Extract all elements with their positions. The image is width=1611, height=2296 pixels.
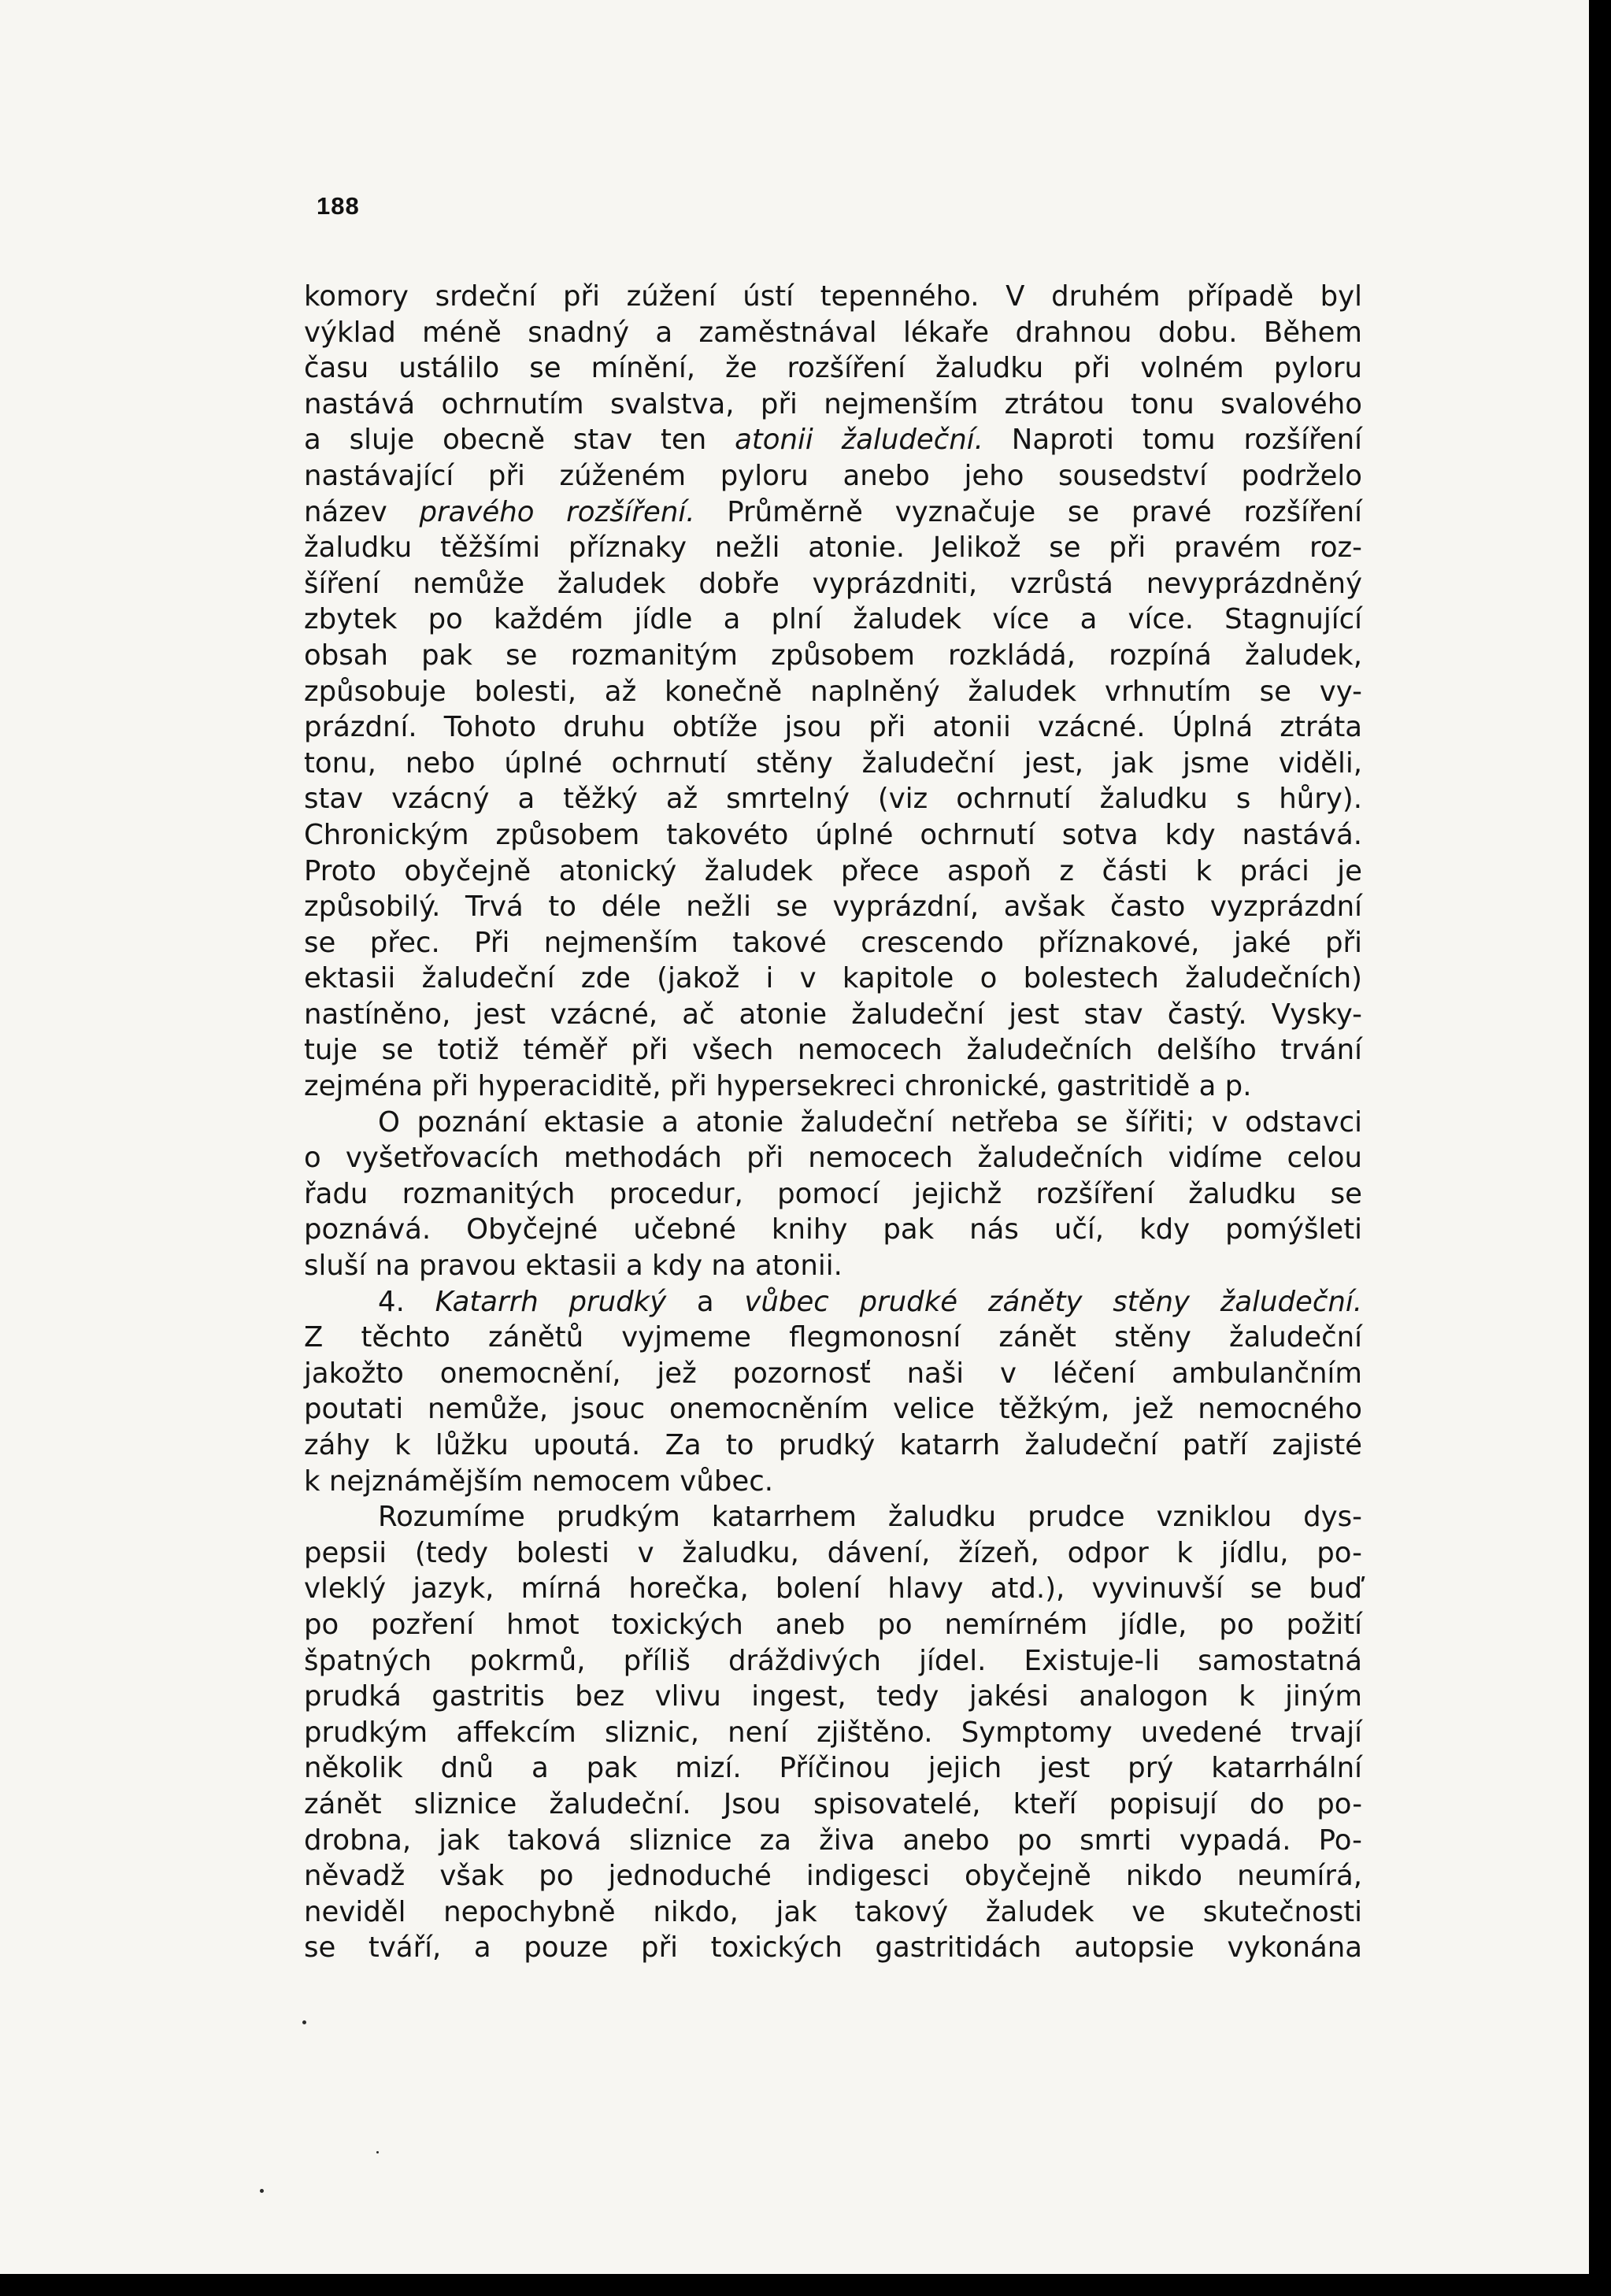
text-line: se tváří, a pouze při toxických gastritidách autopsie vykonána: [304, 1931, 1362, 1965]
text-line: drobna, jak taková sliznice za živa anebo po smrti vypadá. Po-: [304, 1824, 1362, 1857]
text-line: tonu, nebo úplné ochrnutí stěny žaludeční jest, jak jsme viděli,: [304, 746, 1362, 780]
text-line: žaludku těžšími příznaky nežli atonie. Jelikož se při pravém roz-: [304, 531, 1362, 565]
text-line: pepsii (tedy bolesti v žaludku, dávení, žízeň, odpor k jídlu, po-: [304, 1536, 1362, 1569]
page-number: 188: [317, 192, 360, 220]
text-line: vleklý jazyk, mírná horečka, bolení hlavy atd.), vyvinuvší se buď: [304, 1572, 1362, 1605]
text-segment: název: [304, 495, 420, 528]
section-heading-line: [304, 1284, 1362, 1320]
text-segment: a sluje obecně stav ten: [304, 424, 735, 457]
text-line: obsah pak se rozmanitým způsobem rozkládá, rozpíná žaludek,: [304, 639, 1362, 672]
section-heading-part: Katarrh prudký: [435, 1285, 667, 1318]
paragraph-3: [304, 1284, 1362, 1500]
text-segment: a: [666, 1285, 745, 1318]
text-line: nastíněno, jest vzácné, ač atonie žaludeční jest stav častý. Vysky-: [304, 998, 1362, 1031]
paragraph-1: [304, 279, 1362, 1105]
text-line: poutati nemůže, jsouc onemocněním velice těžkým, jež nemocného: [304, 1393, 1362, 1426]
text-line: o vyšetřovacích methodách při nemocech žaludečních vidíme celou: [304, 1142, 1362, 1175]
text-line: Proto obyčejně atonický žaludek přece aspoň z části k práci je: [304, 854, 1362, 887]
text-line: zbytek po každém jídle a plní žaludek více a více. Stagnující: [304, 603, 1362, 636]
section-heading-part: vůbec prudké záněty stěny žaludeční.: [744, 1285, 1362, 1318]
text-line: prudká gastritis bez vlivu ingest, tedy jakési analogon k jiným: [304, 1680, 1362, 1713]
text-line: několik dnů a pak mizí. Příčinou jejich jest prý katarrhální: [304, 1752, 1362, 1785]
body-text: [304, 279, 1362, 1966]
emphasis-atonie: atonii žaludeční.: [735, 424, 983, 457]
text-line: [304, 422, 1362, 458]
text-line: prázdní. Tohoto druhu obtíže jsou při atonii vzácné. Úplná ztráta: [304, 711, 1362, 744]
text-line: komory srdeční při zúžení ústí tepenného. V druhém případě byl: [304, 280, 1362, 313]
text-line: poznává. Obyčejné učebné knihy pak nás učí, kdy pomýšleti: [304, 1213, 1362, 1246]
text-line: k nejznámějším nemocem vůbec.: [304, 1465, 773, 1498]
text-line: Rozumíme prudkým katarrhem žaludku prudce vzniklou dys-: [378, 1501, 1362, 1534]
scan-speck: [376, 2151, 379, 2153]
text-segment: Průměrně vyznačuje se pravé rozšíření: [694, 495, 1362, 528]
text-segment: Naproti tomu rozšíření: [983, 424, 1362, 457]
text-line: neviděl nepochybně nikdo, jak takový žaludek ve skutečnosti: [304, 1895, 1362, 1928]
text-line: zejména při hyperaciditě, při hypersekreci chronické, gastritidě a p.: [304, 1070, 1252, 1103]
text-line: Chronickým způsobem takovéto úplné ochrnutí sotva kdy nastává.: [304, 818, 1362, 851]
text-line: výklad méně snadný a zaměstnával lékaře drahnou dobu. Během: [304, 316, 1362, 349]
text-line: záhy k lůžku upoutá. Za to prudký katarrh žaludeční patří zajisté: [304, 1429, 1362, 1461]
scan-speck: [260, 2189, 264, 2193]
text-line: Z těchto zánětů vyjmeme flegmonosní zánět stěny žaludeční: [304, 1321, 1362, 1354]
text-line: způsobilý. Trvá to déle nežli se vyprázdní, avšak často vyzprázdní: [304, 891, 1362, 924]
text-line: šíření nemůže žaludek dobře vyprázdniti, vzrůstá nevyprázdněný: [304, 567, 1362, 600]
text-line: nastává ochrnutím svalstva, při nejmenším ztrátou tonu svalového: [304, 387, 1362, 420]
text-line: ektasii žaludeční zde (jakož i v kapitole o bolestech žaludečních): [304, 962, 1362, 995]
scan-speck: [302, 2020, 306, 2024]
text-line: tuje se totiž téměř při všech nemocech žaludečních delšího trvání: [304, 1034, 1362, 1067]
text-line: sluší na pravou ektasii a kdy na atonii.: [304, 1250, 843, 1283]
text-line: řadu rozmanitých procedur, pomocí jejichž rozšíření žaludku se: [304, 1177, 1362, 1210]
text-line: něvadž však po jednoduché indigesci obyčejně nikdo neumírá,: [304, 1860, 1362, 1893]
text-line: zánět sliznice žaludeční. Jsou spisovatelé, kteří popisují do po-: [304, 1787, 1362, 1820]
text-line: prudkým affekcím sliznic, není zjištěno. Symptomy uvedené trvají: [304, 1716, 1362, 1749]
section-number: 4.: [378, 1285, 405, 1318]
text-line: O poznání ektasie a atonie žaludeční netřeba se šířiti; v odstavci: [378, 1105, 1362, 1139]
text-line: nastávající při zúženém pyloru anebo jeho sousedství podrželo: [304, 459, 1362, 492]
paragraph-2: [304, 1105, 1362, 1284]
text-line: jakožto onemocnění, jež pozornosť naši v léčení ambulančním: [304, 1357, 1362, 1390]
text-line: času ustálilo se mínění, že rozšíření žaludku při volném pyloru: [304, 352, 1362, 385]
text-line: špatných pokrmů, příliš dráždivých jídel. Existuje-li samostatná: [304, 1644, 1362, 1677]
text-line: způsobuje bolesti, až konečně naplněný žaludek vrhnutím se vy-: [304, 675, 1362, 708]
emphasis-prave-rozsireni: pravého rozšíření.: [419, 495, 695, 528]
text-line: se přec. Při nejmenším takové crescendo příznakové, jaké při: [304, 926, 1362, 959]
text-line: [304, 494, 1362, 531]
text-line: po pozření hmot toxických aneb po nemírném jídle, po požití: [304, 1608, 1362, 1641]
text-line: stav vzácný a těžký až smrtelný (viz ochrnutí žaludku s hůry).: [304, 783, 1362, 816]
paragraph-4: [304, 1499, 1362, 1966]
